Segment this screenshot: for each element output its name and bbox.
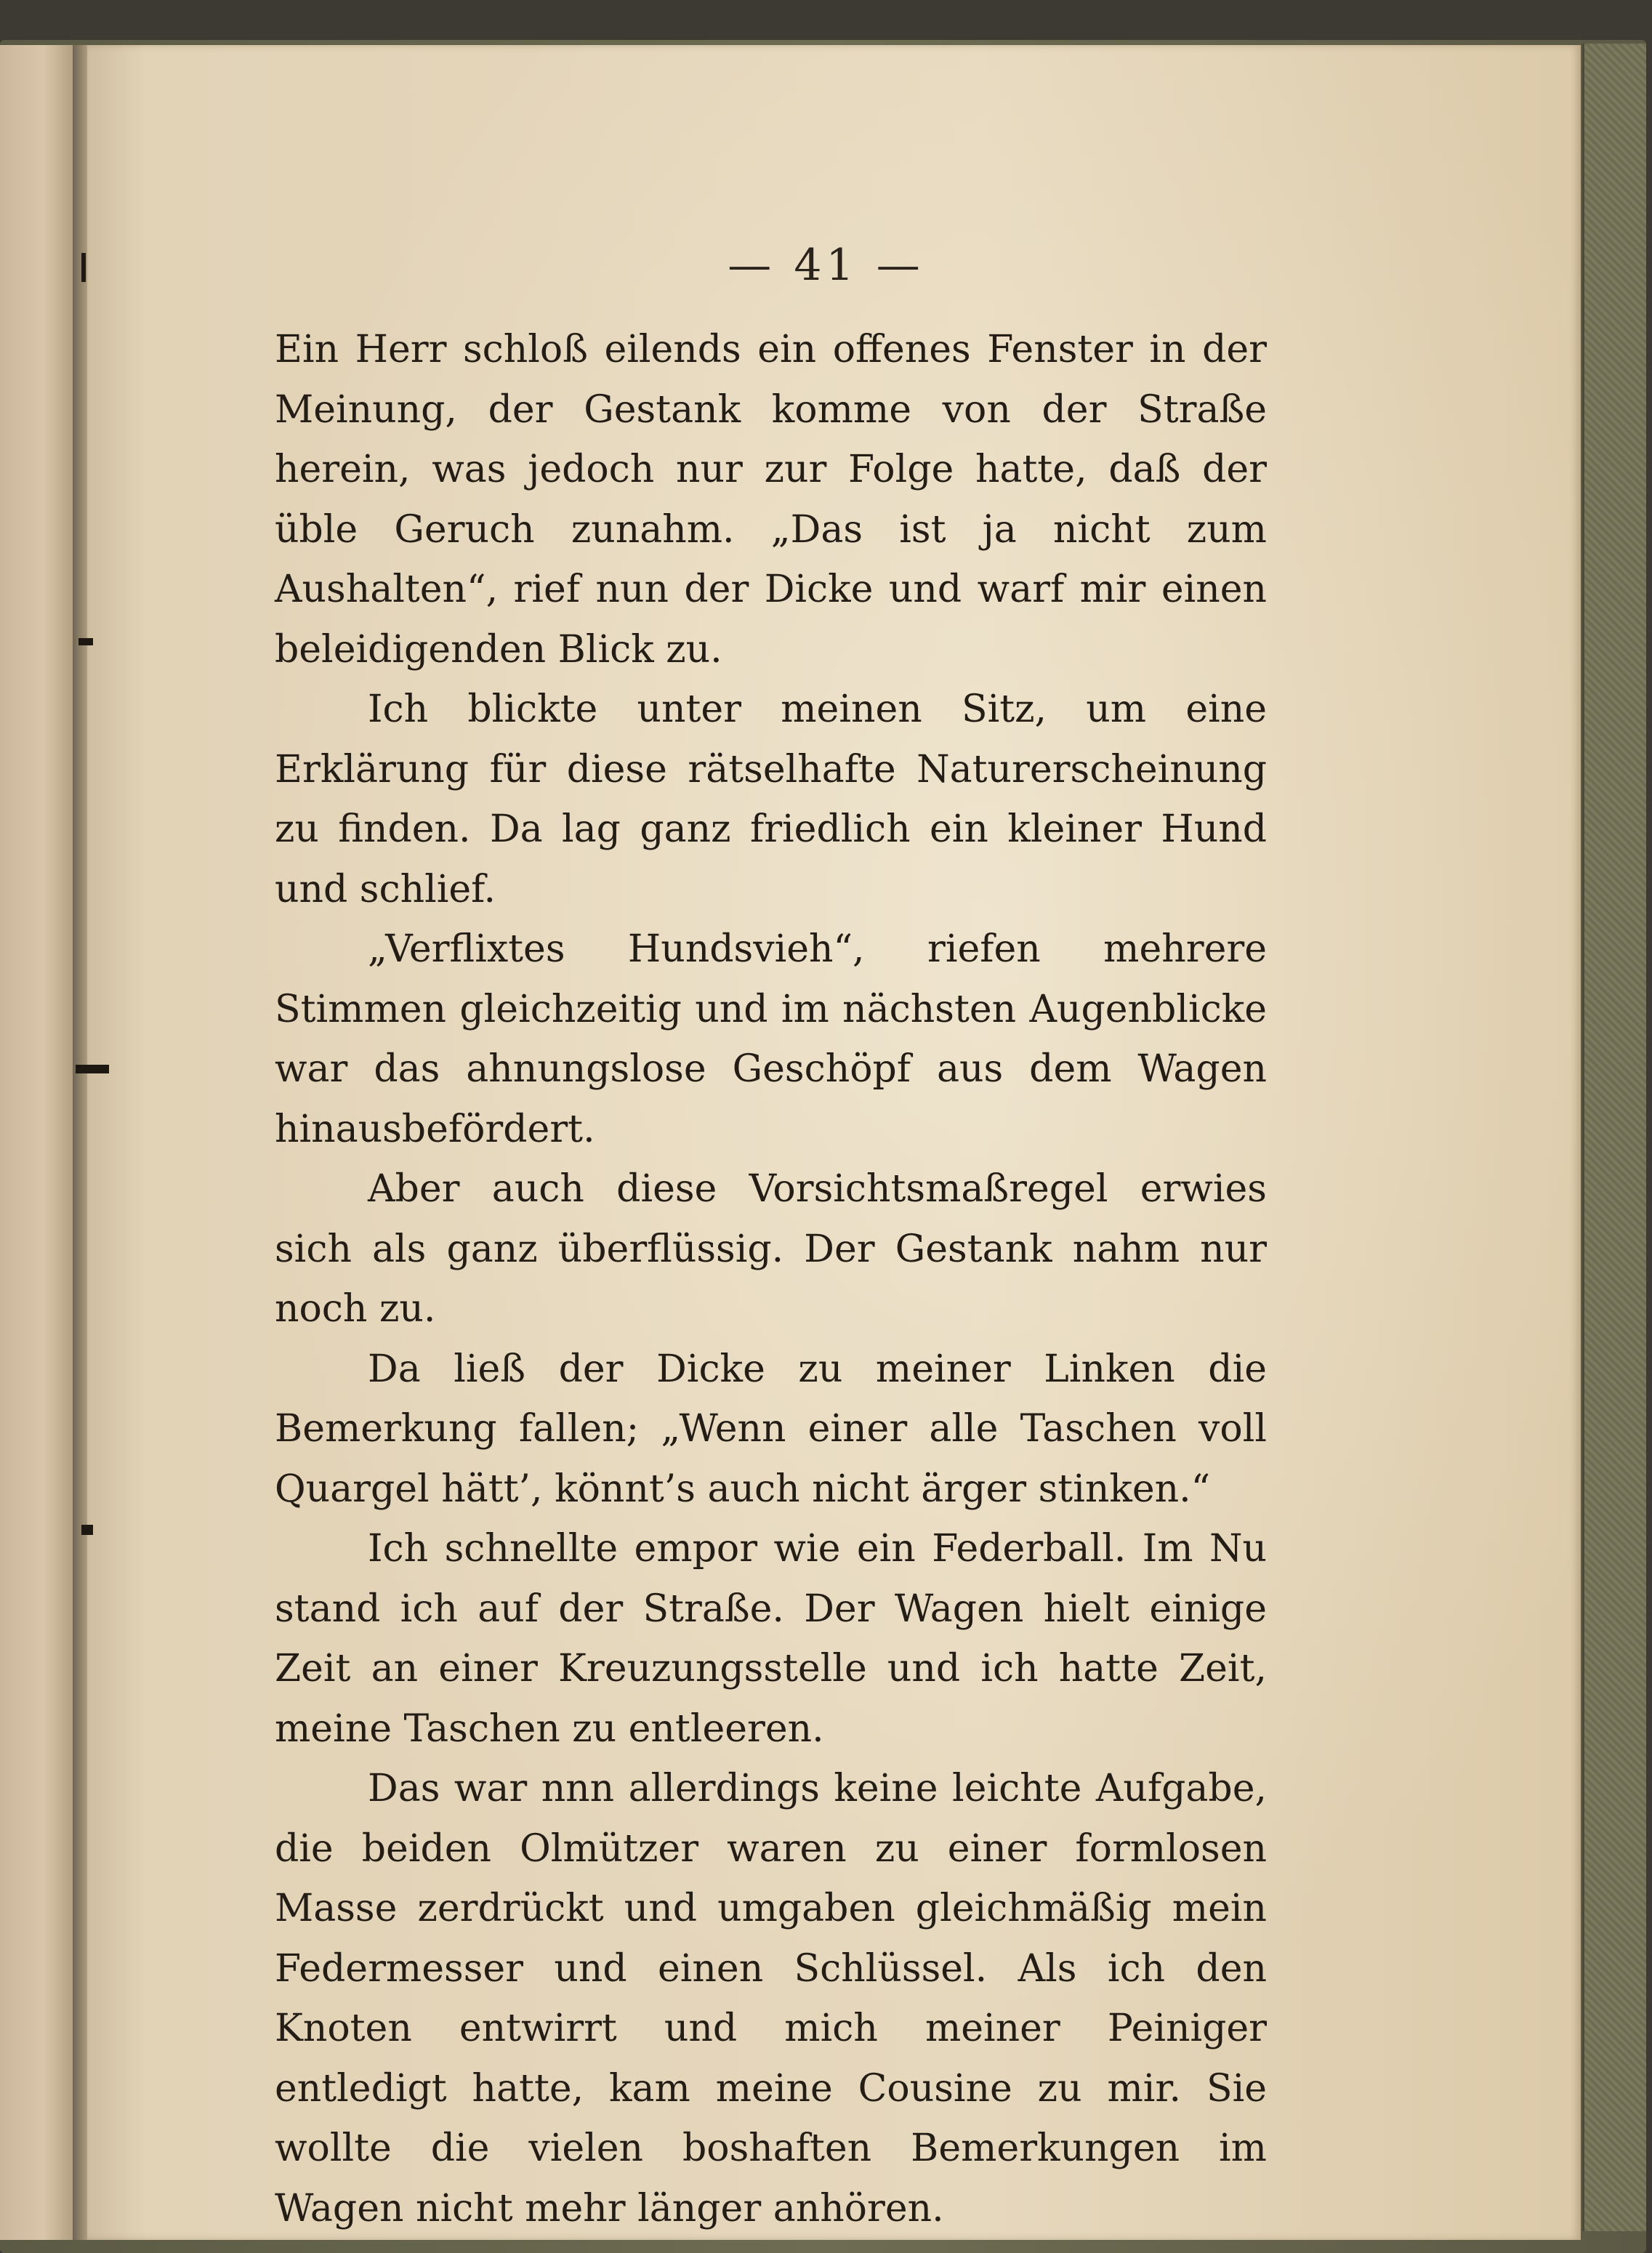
paragraph-5: Da ließ der Dicke zu meiner Linken die Bemerkung fallen; „Wenn einer alle Taschen voll Quargel hätt’, könnt’s auch nicht ärger stinken.“ [275, 1347, 1267, 1511]
cover-cloth-edge [1582, 44, 1646, 2231]
left-page-edge [0, 45, 80, 2240]
margin-mark [81, 1525, 93, 1535]
paragraph-6: Ich schnellte empor wie ein Federball. Im Nu stand ich auf der Straße. Der Wagen hielt einige Zeit an einer Kreuzungsstelle und ich hatte Zeit, meine Taschen zu entleeren. [275, 1527, 1267, 1751]
paragraph-3: „Verflixtes Hundsvieh“, riefen mehrere Stimmen gleichzeitig und im nächsten Augenblicke war das ahnungslose Geschöpf aus dem Wagen hinausbefördert. [275, 927, 1267, 1151]
body-text [275, 320, 1267, 2238]
paragraph-7: Das war nnn allerdings keine leichte Aufgabe, die beiden Olmützer waren zu einer formlosen Masse zerdrückt und umgaben gleichmäßig mein Federmesser und einen Schlüssel. Als ich den Knoten entwirrt und mich meiner Peiniger entledigt hatte, kam meine Cousine zu mir. Sie wollte die vielen boshaften Bemerkungen im Wagen nicht mehr länger anhören. [275, 1767, 1267, 2230]
margin-mark [76, 1065, 109, 1073]
margin-mark [78, 638, 93, 645]
paragraph-4: Aber auch diese Vorsichtsmaßregel erwies sich als ganz überflüssig. Der Gestank nahm nur noch zu. [275, 1167, 1267, 1331]
page-number: — 41 — [728, 240, 924, 291]
paragraph-1: Ein Herr schloß eilends ein offenes Fenster in der Meinung, der Gestank komme von der Straße herein, was jedoch nur zur Folge hatte, daß der üble Geruch zunahm. „Das ist ja nicht zum Aushalten“, rief nun der Dicke und warf mir einen beleidigenden Blick zu. [275, 328, 1267, 672]
paragraph-2: Ich blickte unter meinen Sitz, um eine Erklärung für diese rätselhafte Naturerscheinung zu finden. Da lag ganz friedlich ein kleiner Hund und schlief. [275, 688, 1267, 911]
